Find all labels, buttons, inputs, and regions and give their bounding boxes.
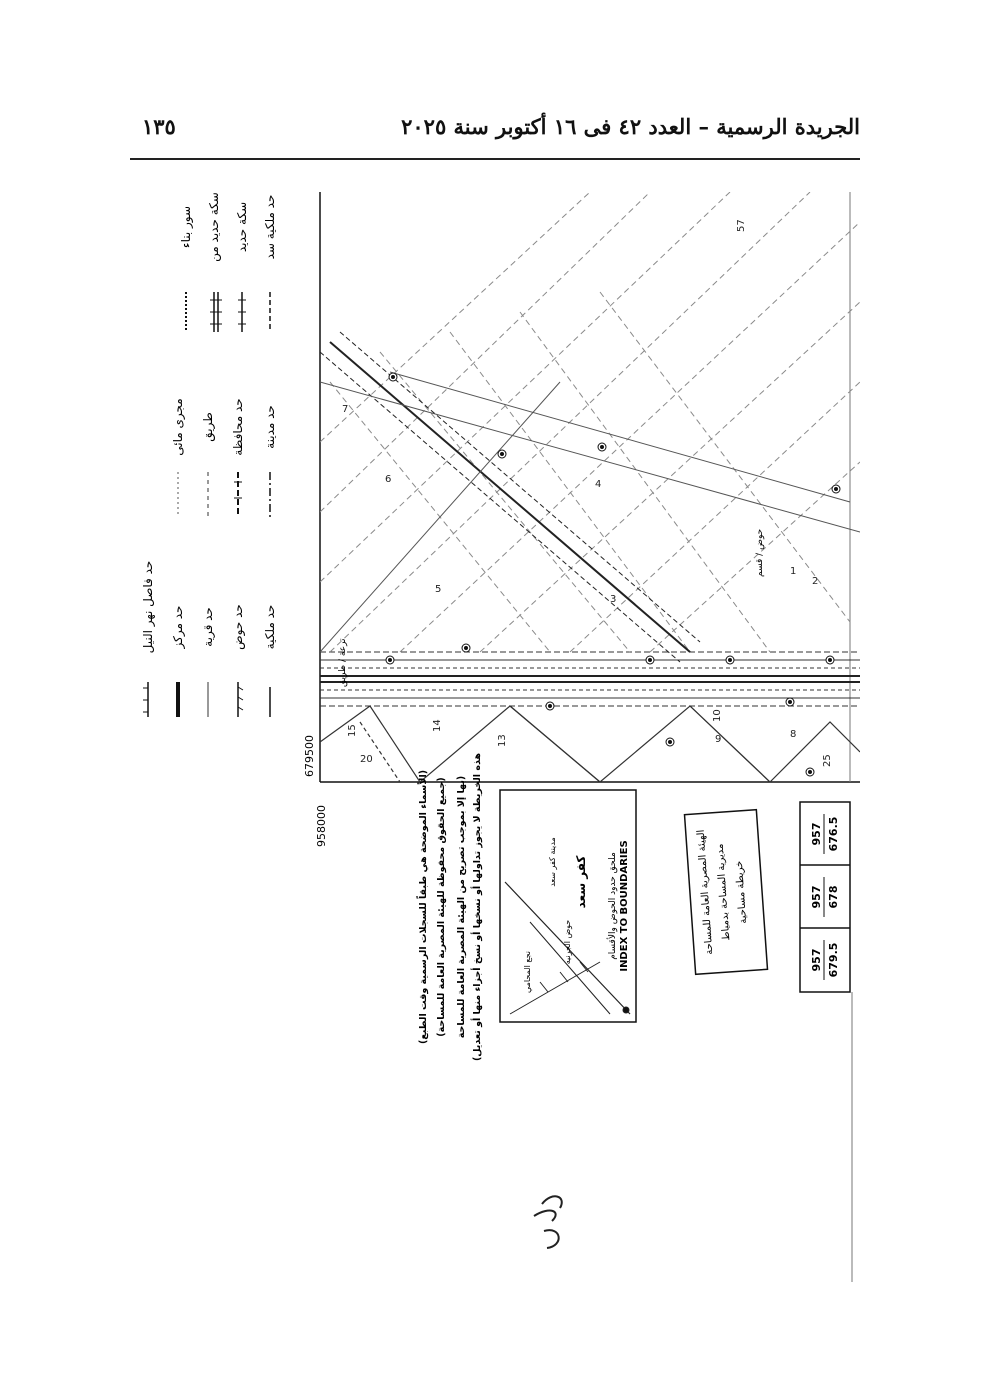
sheet-index-table xyxy=(800,802,850,992)
map-legend xyxy=(141,192,277,717)
label-57: 57 xyxy=(736,219,747,232)
legend-col3 xyxy=(141,561,277,717)
sheet-cell xyxy=(810,940,840,980)
basin-label: حوض / قسم xyxy=(755,528,765,577)
legend-label: حد ملكية سد xyxy=(263,194,277,260)
road-label: ترعة / طريق xyxy=(338,638,348,687)
map-linework xyxy=(320,192,860,782)
authority-line2: مديرية المساحة بدمياط xyxy=(714,843,733,942)
sheet-top: 957 xyxy=(810,948,823,972)
gazette-title: الجريدة الرسمية – العدد ٤٢ فى ١٦ أكتوبر سنة ٢٠٢٥ xyxy=(401,114,860,139)
legend-label: حد فاصل نهر النيل xyxy=(141,560,155,654)
sheet-cell xyxy=(810,814,840,854)
legend-label: حد مركز xyxy=(171,605,185,649)
parcel-number: 6 xyxy=(385,474,392,485)
page-header xyxy=(130,108,860,160)
sheet-top: 957 xyxy=(810,885,823,909)
legend-label: سكة حديد xyxy=(235,201,249,253)
map-notes xyxy=(416,753,483,1061)
parcel-number: 14 xyxy=(432,719,443,732)
index-label: كفر سعد xyxy=(574,855,588,909)
legend-label: سور بناء xyxy=(179,205,193,249)
authority-line3: خريطة مساحية xyxy=(733,860,750,925)
sheet-bottom: 679.5 xyxy=(827,942,840,978)
legend-label: حد قرية xyxy=(201,607,215,647)
parcel-number: 8 xyxy=(790,729,797,740)
parcel-number: 9 xyxy=(715,734,722,745)
index-label: مدينة كفر سعد xyxy=(548,837,557,887)
note-line: (هذه الخريطة لا يجوز تداولها أو نسخها أو نسخ أجزاء منها أو تعديل xyxy=(472,752,483,1062)
single-track-rail-icon xyxy=(238,292,246,332)
legend-label: مجرى مائى xyxy=(171,398,185,456)
survey-points xyxy=(386,373,840,776)
index-title-en: INDEX TO BOUNDARIES xyxy=(619,840,630,972)
index-label: نجع المحامي xyxy=(523,950,532,994)
parcel-number: 2 xyxy=(812,576,819,587)
parcel-number: 3 xyxy=(610,594,617,605)
legend-label: حد محافظة xyxy=(231,398,245,456)
parcel-number: 4 xyxy=(595,479,602,490)
cadastral-map xyxy=(130,182,860,1282)
page-number: ١٣٥ xyxy=(142,114,176,139)
tick-line-icon xyxy=(143,682,148,717)
index-to-boundaries xyxy=(500,790,636,1022)
sheet-bottom: 676.5 xyxy=(827,816,840,852)
index-title-ar: ملحق حدود الحوض والأقسام xyxy=(608,852,618,960)
parcel-number: 7 xyxy=(342,404,349,415)
lower-parcel-lines xyxy=(320,706,860,782)
village-boundary-lines xyxy=(320,372,860,652)
cross-dash-line-icon xyxy=(234,472,242,517)
parcel-number: 20 xyxy=(360,754,373,765)
legend-label: طريق xyxy=(201,412,215,442)
sheet-bottom: 678 xyxy=(827,885,840,909)
parcel-number: 13 xyxy=(497,734,508,747)
cadastral-map-sheet xyxy=(130,182,860,1282)
sheet-top: 957 xyxy=(810,822,823,846)
parcel-number: 15 xyxy=(347,724,358,737)
parcel-number: 1 xyxy=(790,566,797,577)
diagonal-road xyxy=(320,332,700,662)
map-frame xyxy=(320,192,860,782)
parcel-number: 10 xyxy=(712,709,723,722)
parcel-number: 5 xyxy=(435,584,442,595)
parcel-number: 25 xyxy=(822,754,833,767)
handwritten-signature xyxy=(522,1186,592,1256)
legend-col1 xyxy=(179,192,277,332)
legend-label: حد حوض xyxy=(231,604,245,650)
railway-corridor xyxy=(320,652,860,706)
sheet-cell xyxy=(810,877,840,917)
authority-stamp xyxy=(685,810,768,975)
parcel-number-labels xyxy=(342,219,833,767)
note-line: بها إلا بموجب تصريح من الهيئة المصرية العامة للمساحة) xyxy=(456,775,467,1039)
note-line: (جميع الحقوق محفوظة للهيئة المصرية العامة للمساحة) xyxy=(436,777,447,1037)
index-label: حوض الجرنيه xyxy=(563,919,572,965)
legend-label: حد مدينة xyxy=(263,405,277,449)
coord-northing: 958000 xyxy=(315,805,328,847)
double-track-rail-icon xyxy=(210,292,222,332)
legend-label: حد ملكية xyxy=(263,604,277,650)
legend-label: سكة حديد من xyxy=(207,192,221,262)
legend-col2 xyxy=(171,398,277,517)
authority-line1: الهيئة المصرية العامة للمساحة xyxy=(695,829,716,956)
note-line: (الأسماء الموضحة هي طبقاً للسجلات الرسمية وقت الطبع) xyxy=(418,769,429,1045)
coord-easting: 679500 xyxy=(303,735,316,777)
barbed-line-icon xyxy=(238,682,243,717)
